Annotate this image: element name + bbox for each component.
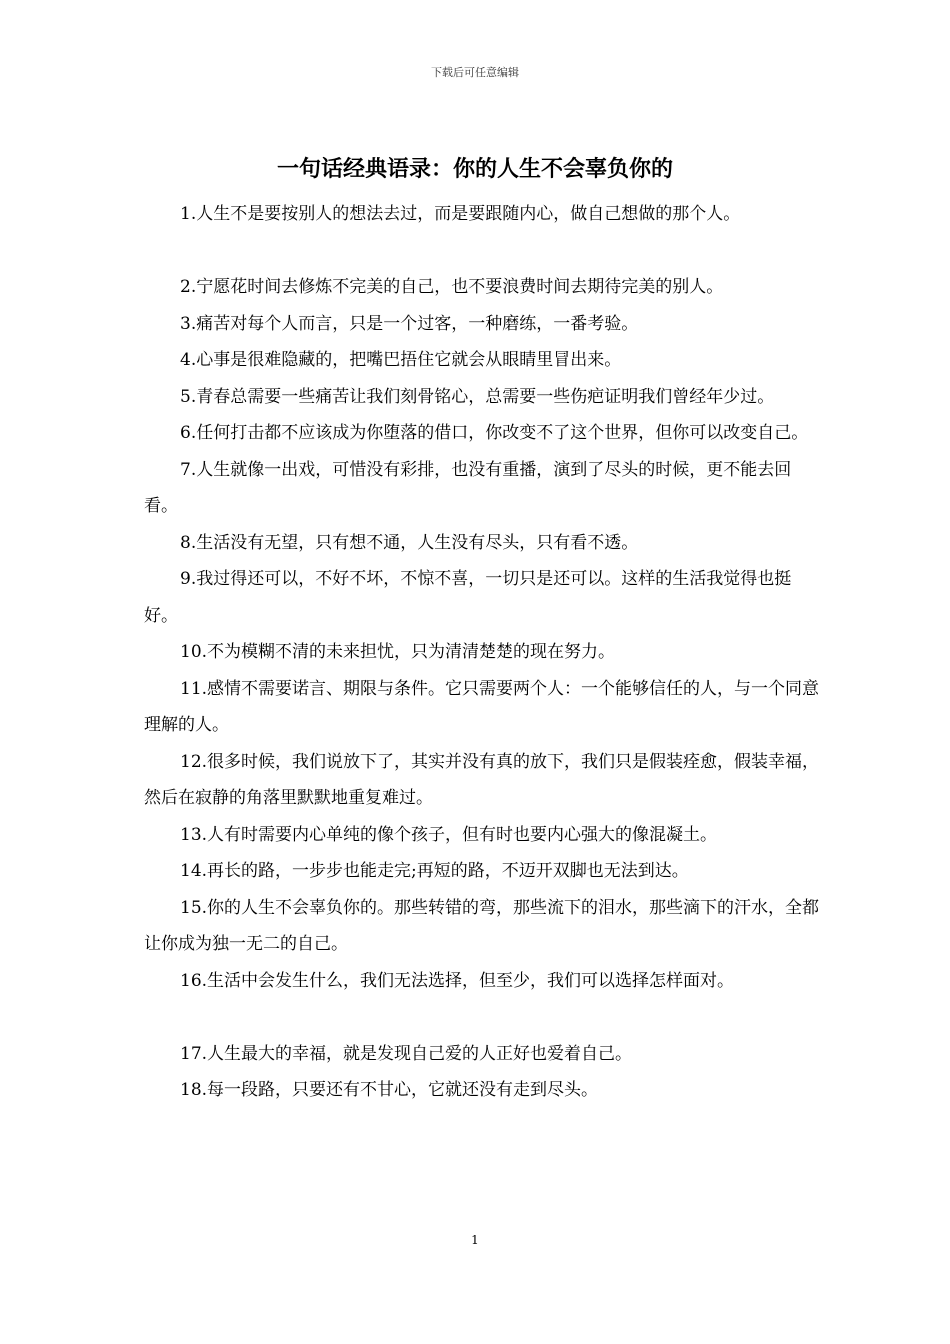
quote-item-18: 18.每一段路，只要还有不甘心，它就还没有走到尽头。 — [180, 1080, 599, 1100]
blank-line — [144, 999, 824, 1036]
quote-item-9: 9.我过得还可以，不好不坏，不惊不喜，一切只是还可以。这样的生活我觉得也挺好。 — [144, 569, 792, 626]
page-title: 一句话经典语录：你的人生不会辜负你的 — [276, 157, 673, 182]
quote-item-12: 12.很多时候，我们说放下了，其实并没有真的放下，我们只是假装痊愈，假装幸福，然后在寂静的角落里默默地重复难过。 — [144, 751, 820, 808]
quote-item-4: 4.心事是很难隐藏的，把嘴巴捂住它就会从眼睛里冒出来。 — [180, 350, 622, 370]
quote-item-17: 17.人生最大的幸福，就是发现自己爱的人正好也爱着自己。 — [180, 1043, 633, 1064]
quote-item-5: 5.青春总需要一些痛苦让我们刻骨铭心，总需要一些伤疤证明我们曾经年少过。 — [180, 386, 775, 407]
quote-item-13: 13.人有时需要内心单纯的像个孩子，但有时也要内心强大的像混凝土。 — [180, 824, 718, 845]
page-number: 1 — [471, 1233, 479, 1247]
quote-item-8: 8.生活没有无望，只有想不通，人生没有尽头，只有看不透。 — [180, 532, 639, 553]
quote-item-16: 16.生活中会发生什么，我们无法选择，但至少，我们可以选择怎样面对。 — [180, 970, 735, 991]
quote-item-6: 6.任何打击都不应该成为你堕落的借口，你改变不了这个世界，但你可以改变自己。 — [180, 423, 809, 443]
quote-item-1: 1.人生不是要按别人的想法去过，而是要跟随内心，做自己想做的那个人。 — [180, 204, 741, 224]
quote-item-7: 7.人生就像一出戏，可惜没有彩排，也没有重播，演到了尽头的时候，更不能去回看。 — [144, 459, 792, 516]
quote-item-2: 2.宁愿花时间去修炼不完美的自己，也不要浪费时间去期待完美的别人。 — [180, 277, 724, 297]
quote-item-15: 15.你的人生不会辜负你的。那些转错的弯，那些流下的泪水，那些滴下的汗水，全都让你成为独一无二的自己。 — [144, 897, 820, 954]
quote-item-3: 3.痛苦对每个人而言，只是一个过客，一种磨练，一番考验。 — [180, 313, 639, 334]
page-header: 下载后可任意编辑 — [431, 66, 519, 79]
blank-line — [144, 233, 824, 270]
quote-item-10: 10.不为模糊不清的未来担忧，只为清清楚楚的现在努力。 — [180, 642, 616, 662]
quote-list — [144, 196, 824, 1109]
quote-item-11: 11.感情不需要诺言、期限与条件。它只需要两个人：一个能够信任的人，与一个同意理解的人。 — [144, 678, 820, 735]
quote-item-14: 14.再长的路，一步步也能走完;再短的路，不迈开双脚也无法到达。 — [180, 861, 689, 881]
